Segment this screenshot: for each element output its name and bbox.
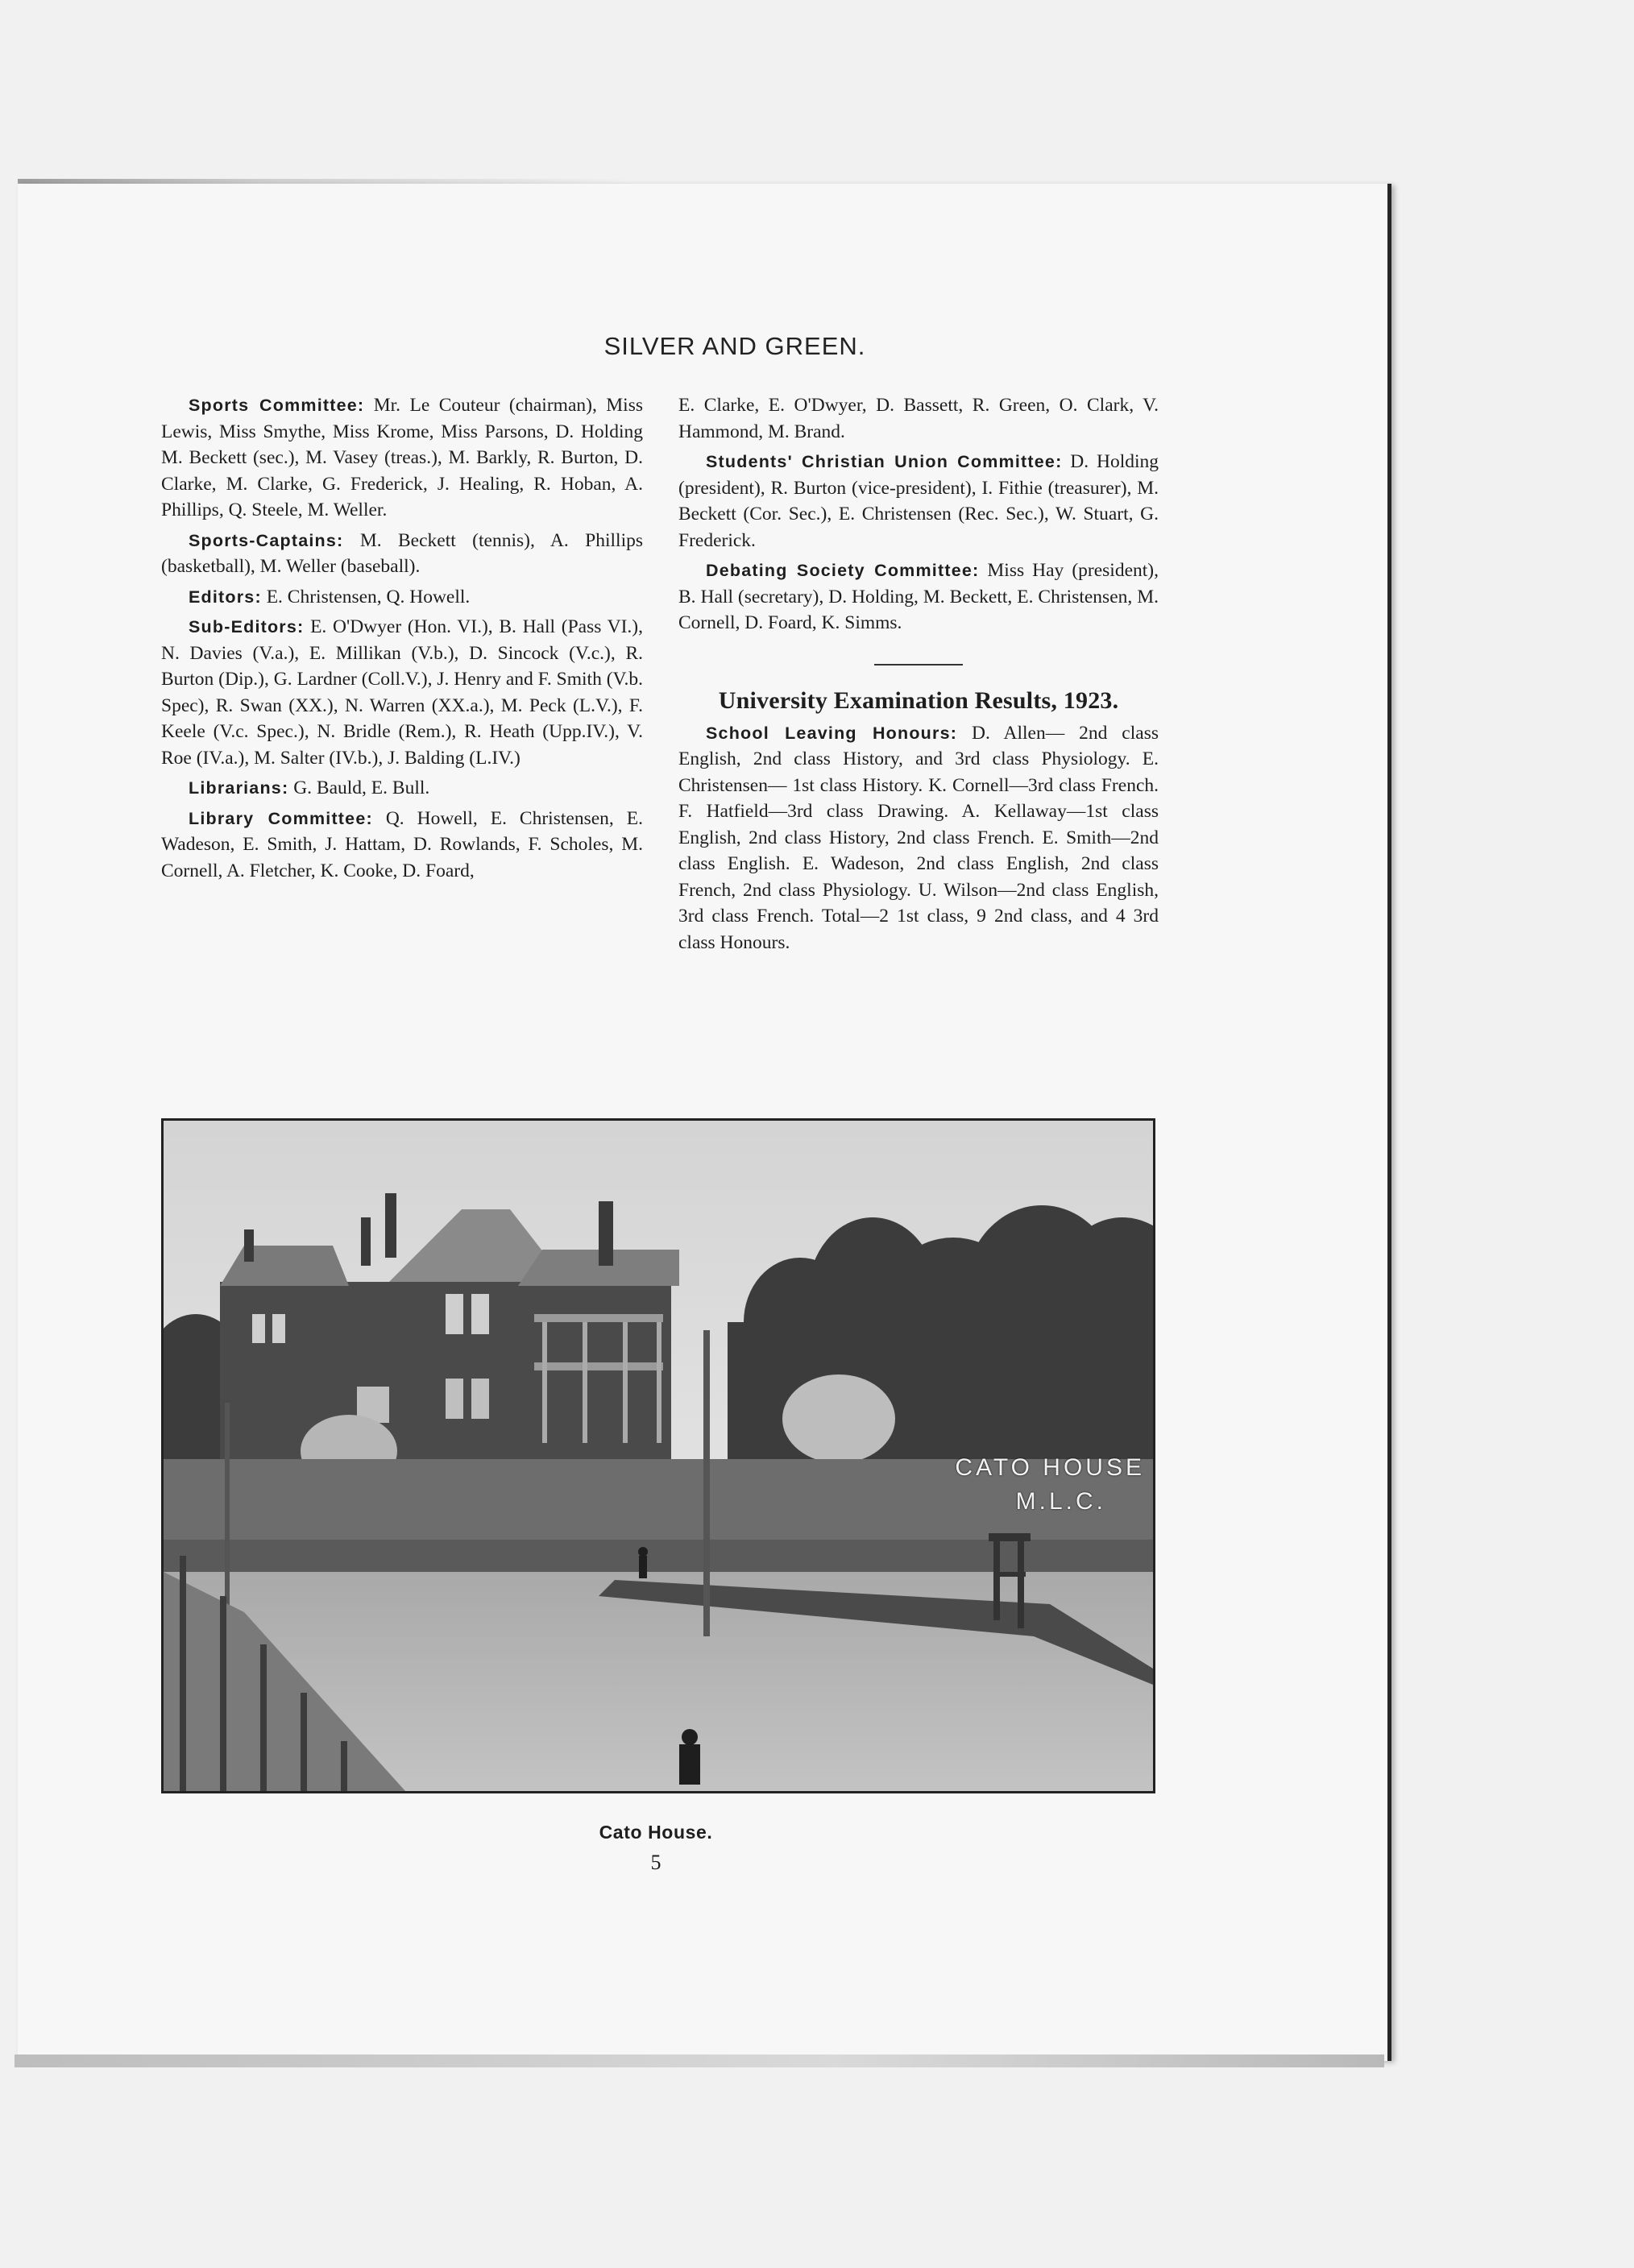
debating-society-paragraph <box>678 558 1159 636</box>
photo-overlay-subtitle: M.L.C. <box>1015 1488 1106 1515</box>
section-divider <box>874 664 963 665</box>
paragraph-text: D. Holding (president), R. Burton (vice-president), I. Fithie (treasurer), M. Beckett (Cor. Sec.), E. Christensen (Rec. Sec.), W. Stuart, G. Frederick. <box>678 451 1159 551</box>
sports-captains-paragraph <box>161 528 643 580</box>
scan-edge-bottom <box>15 2054 1384 2067</box>
paragraph-text: Q. Howell, E. Christensen, E. Wadeson, E. Smith, J. Hattam, D. Rowlands, F. Scholes, M. Cornell, A. Fletcher, K. Cooke, D. Foard, <box>161 807 643 881</box>
left-column <box>161 392 643 888</box>
paragraph-text: M. Beckett (tennis), A. Phillips (basketball), M. Weller (baseball). <box>161 529 643 577</box>
library-committee-paragraph <box>161 806 643 885</box>
paragraph-label: Students' Christian Union Committee: <box>706 452 1063 471</box>
results-heading: University Examination Results, 1923. <box>718 686 1119 714</box>
cato-house-photograph <box>161 1118 1155 1793</box>
paragraph-label: Sports Committee: <box>189 396 365 415</box>
paragraph-label: Library Committee: <box>189 808 373 828</box>
paragraph-label: Debating Society Committee: <box>706 561 980 580</box>
page-number: 5 <box>650 1851 661 1874</box>
editors-paragraph <box>161 584 643 611</box>
christian-union-paragraph <box>678 449 1159 554</box>
paragraph-label: Editors: <box>189 587 262 607</box>
paragraph-text: G. Bauld, E. Bull. <box>288 777 430 798</box>
photo-overlay-title: CATO HOUSE <box>955 1454 1145 1481</box>
library-committee-continuation: E. Clarke, E. O'Dwyer, D. Bassett, R. Green, O. Clark, V. Hammond, M. Brand. <box>678 395 1159 442</box>
paragraph-text: E. Christensen, Q. Howell. <box>261 586 471 607</box>
paragraph-text: Miss Hay (president), B. Hall (secretary), D. Holding, M. Beckett, E. Christensen, M. Cornell, D. Foard, K. Simms. <box>678 560 1159 633</box>
flowering-tree <box>782 1374 895 1463</box>
right-column <box>678 392 1159 960</box>
school-leaving-honours-paragraph <box>678 720 1159 956</box>
paragraph-label: Sub-Editors: <box>189 617 305 636</box>
photo-caption: Cato House. <box>599 1822 713 1843</box>
paragraph-text: Mr. Le Couteur (chairman), Miss Lewis, Miss Smythe, Miss Krome, Miss Parsons, D. Holding M. Beckett (sec.), M. Vasey (treas.), M. Barkly, R. Burton, D. Clarke, M. Clarke, G. Frederick, J. Healing, R. Hoban, A. Phillips, Q. Steele, M. Weller. <box>161 395 643 520</box>
librarians-paragraph <box>161 775 643 802</box>
paragraph-text: E. O'Dwyer (Hon. VI.), B. Hall (Pass VI.), N. Davies (V.a.), E. Millikan (V.b.), D. Sincock (V.c.), R. Burton (Dip.), G. Lardner (Coll.V.), J. Henry and F. Smith (V.b. Spec), R. Swan (XX.), N. Warren (XX.a.), M. Peck (L.V.), F. Keele (V.c. Spec.), N. Bridle (Rem.), R. Heath (Upp.IV.), V. Roe (IV.a.), M. Salter (IV.b.), J. Balding (L.IV.) <box>161 616 643 769</box>
sub-editors-paragraph <box>161 614 643 771</box>
sports-committee-paragraph <box>161 392 643 524</box>
paragraph-label: Librarians: <box>189 778 289 798</box>
running-title: SILVER AND GREEN. <box>603 332 866 360</box>
paragraph-label: Sports-Captains: <box>189 530 344 550</box>
paragraph-label: School Leaving Honours: <box>706 723 958 743</box>
paragraph-text: D. Allen— 2nd class English, 2nd class History, and 3rd class Physiology. E. Christensen— 1st class History. K. Cornell—3rd class French. F. Hatfield—3rd class Drawing. A. Kellaway—1st class English, 2nd class History, 2nd class French. E. Smith—2nd class English. E. Wadeson, 2nd class English, 2nd class French, 2nd class Physiology. U. Wilson—2nd class English, 3rd class French. Total—2 1st class, 9 2nd class, and 4 3rd class Honours. <box>678 722 1159 953</box>
